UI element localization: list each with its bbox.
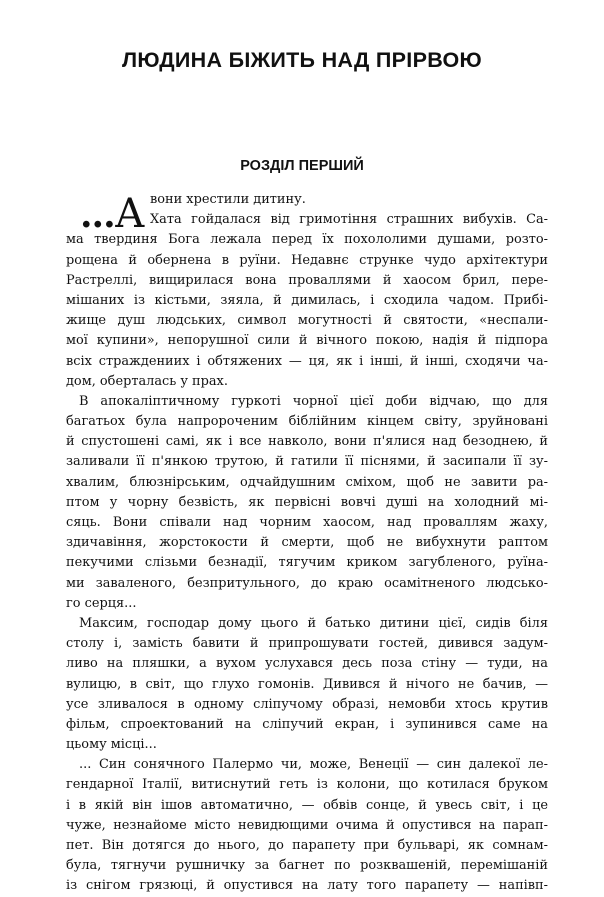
text-line: чуже, незнайоме місто невидющими очима й опустився на парап- — [66, 817, 548, 833]
text-line: гендарної Італії, витиснутий геть із колони, що котилася бруком — [66, 777, 548, 793]
text-line: усе зливалося в одному сліпучому образі, немовби хтось крутив — [66, 696, 548, 712]
drop-cap-letter: А — [114, 191, 144, 237]
text-line: Растреллі, вищирилася вона проваллями й хаосом брил, пере- — [66, 272, 548, 288]
chapter-title: РОЗДІЛ ПЕРШИЙ — [240, 158, 364, 174]
text-line: із снігом грязюці, й опустився на лату того парапету — напівп- — [66, 878, 548, 894]
text-line: ливо на пляшки, а вухом услухався десь поза стіну — туди, на — [66, 656, 548, 672]
text-line: Хата гойдалася від гримотіння страшних вибухів. Са- — [150, 212, 548, 228]
text-line: вулицю, в світ, що глухо гомонів. Дивився й нічого не бачив, — — [66, 676, 548, 692]
text-line: В апокаліптичному гуркоті чорної цієї доби відчаю, що для — [79, 393, 548, 409]
text-line: мішаних із кістьми, зяяла, й димилась, і сходила чадом. Прибі- — [66, 292, 548, 308]
text-line: була, тягнучи рушничку за багнет по розквашеній, перемішаній — [66, 858, 548, 874]
body-text — [66, 190, 548, 897]
text-line: рощена й обернена в руїни. Недавнє струнке чудо архітектури — [66, 252, 548, 268]
text-line: і в якій він ішов автоматично, — обвів сонце, й увесь світ, і це — [66, 797, 548, 813]
drop-cap-ellipsis: ... — [80, 194, 115, 236]
text-line: сяць. Вони співали над чорним хаосом, над проваллям жаху, — [66, 515, 548, 530]
book-title: ЛЮДИНА БІЖИТЬ НАД ПРІРВОЮ — [121, 48, 483, 72]
text-line: пет. Він дотягся до нього, до парапету при бульварі, як сомнам- — [66, 838, 548, 853]
text-line: вони хрестили дитину. — [150, 192, 306, 207]
text-line: ... Син сонячного Палермо чи, може, Венеції — син далекої ле- — [79, 757, 548, 773]
text-line: багатьох була напророченим біблійним кінцем світу, зруйновані — [66, 414, 548, 430]
text-line: го серця... — [66, 595, 137, 611]
text-line: птом у чорну безвість, як первісні вовчі душі на холодний мі- — [66, 494, 548, 510]
text-line: жище душ людських, символ могутності й святости, «неспали- — [66, 313, 548, 329]
text-line: Максим, господар дому цього й батько дитини цієї, сидів біля — [79, 615, 548, 631]
text-line: столу і, замість бавити й припрошувати гостей, дивився задум- — [66, 636, 548, 652]
text-line: цьому місці... — [66, 737, 157, 753]
text-line: здичавіння, жорстокости й смерти, щоб не вибухнути раптом — [66, 535, 548, 551]
text-line: ма твердиня Бога лежала перед їх похололими душами, розто- — [66, 232, 548, 248]
text-line: мої купини», непорушної сили й вічного покою, надія й підпора — [66, 333, 548, 349]
text-line: заливали її п'янкою трутою, й гатили її піснями, й засипали її зу- — [66, 454, 548, 470]
text-line: хвалим, блюзнірським, одчайдушним сміхом, щоб не завити ра- — [66, 474, 548, 490]
text-line: всіх страждениих і обтяжених — ця, як і інші, й інші, сходячи ча- — [66, 353, 548, 369]
text-line: й спустошені самі, як і все навколо, вони п'ялися над безоднею, й — [66, 434, 548, 450]
text-line: пекучими слізьми безнадії, тягучим криком загубленого, руїна- — [66, 555, 548, 571]
text-line: ми заваленого, безпритульного, до краю осамітненого людсько- — [66, 575, 548, 591]
text-line: дом, оберталась у прах. — [66, 373, 228, 389]
text-line: фільм, спроектований на сліпучий екран, і зупинився саме на — [66, 716, 548, 732]
